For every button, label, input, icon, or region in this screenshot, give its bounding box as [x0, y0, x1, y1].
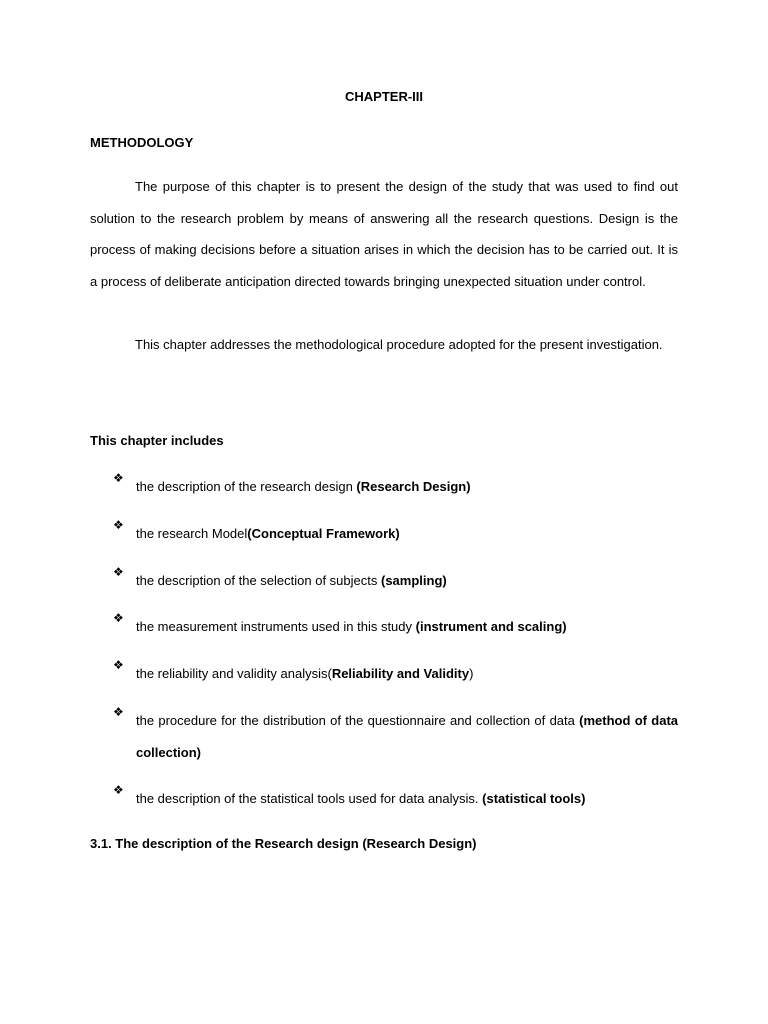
- list-item-text: [136, 518, 678, 550]
- diamond-bullet-icon: ❖: [113, 705, 124, 719]
- list-item: [113, 565, 678, 597]
- list-item-text: [136, 471, 678, 503]
- list-item: [113, 658, 678, 690]
- paragraph-purpose: [90, 171, 678, 297]
- list-item: [113, 705, 678, 769]
- list-item-plain: the description of the research design: [136, 479, 357, 494]
- list-item-plain: the research Model: [136, 526, 248, 541]
- list-item-bold: (instrument and scaling): [415, 619, 567, 634]
- list-item-text: [136, 565, 678, 597]
- list-item-bold: (sampling): [380, 573, 447, 588]
- list-item-plain: the measurement instruments used in this study: [136, 619, 416, 634]
- list-item-plain: the description of the statistical tools used for data analysis.: [136, 791, 483, 806]
- list-item-text: [136, 705, 678, 769]
- paragraph-purpose-text: The purpose of this chapter is to present the design of the study that was used to find out solution to the research problem by means of answering all the research questions. Design is the process of making decisions before a situation arises in which the decision has to be carried out. It is a process of deliberate anticipation directed towards bringing unexpected situation under control.: [90, 179, 678, 289]
- list-item-bold: Reliability and Validity: [331, 666, 470, 681]
- list-item-text: [136, 658, 678, 690]
- section-heading: METHODOLOGY: [90, 135, 194, 150]
- list-item-plain: the description of the selection of subjects: [136, 573, 381, 588]
- diamond-bullet-icon: ❖: [113, 658, 124, 672]
- list-item: [113, 518, 678, 550]
- list-item-bold: (Research Design): [356, 479, 471, 494]
- list-item-bold: (Conceptual Framework): [247, 526, 400, 541]
- list-item-bold: (statistical tools): [482, 791, 586, 806]
- diamond-bullet-icon: ❖: [113, 565, 124, 579]
- list-item: [113, 783, 678, 815]
- paragraph-addresses: [90, 329, 678, 361]
- paragraph-addresses-text: This chapter addresses the methodological procedure adopted for the present investigation.: [135, 337, 663, 352]
- list-item-tail: ): [469, 666, 474, 681]
- subsection-heading: 3.1. The description of the Research design (Research Design): [90, 836, 477, 851]
- list-item-bold: (method of data collection): [136, 713, 678, 760]
- list-item: [113, 611, 678, 643]
- list-item: [113, 471, 678, 503]
- chapter-title: CHAPTER-III: [345, 89, 423, 104]
- list-item-text: [136, 611, 678, 643]
- diamond-bullet-icon: ❖: [113, 611, 124, 625]
- diamond-bullet-icon: ❖: [113, 783, 124, 797]
- diamond-bullet-icon: ❖: [113, 518, 124, 532]
- list-item-text: [136, 783, 678, 815]
- diamond-bullet-icon: ❖: [113, 471, 124, 485]
- list-item-plain: the procedure for the distribution of the questionnaire and collection of data: [136, 713, 580, 728]
- includes-heading: This chapter includes: [90, 433, 224, 448]
- list-item-plain: the reliability and validity analysis(: [136, 666, 332, 681]
